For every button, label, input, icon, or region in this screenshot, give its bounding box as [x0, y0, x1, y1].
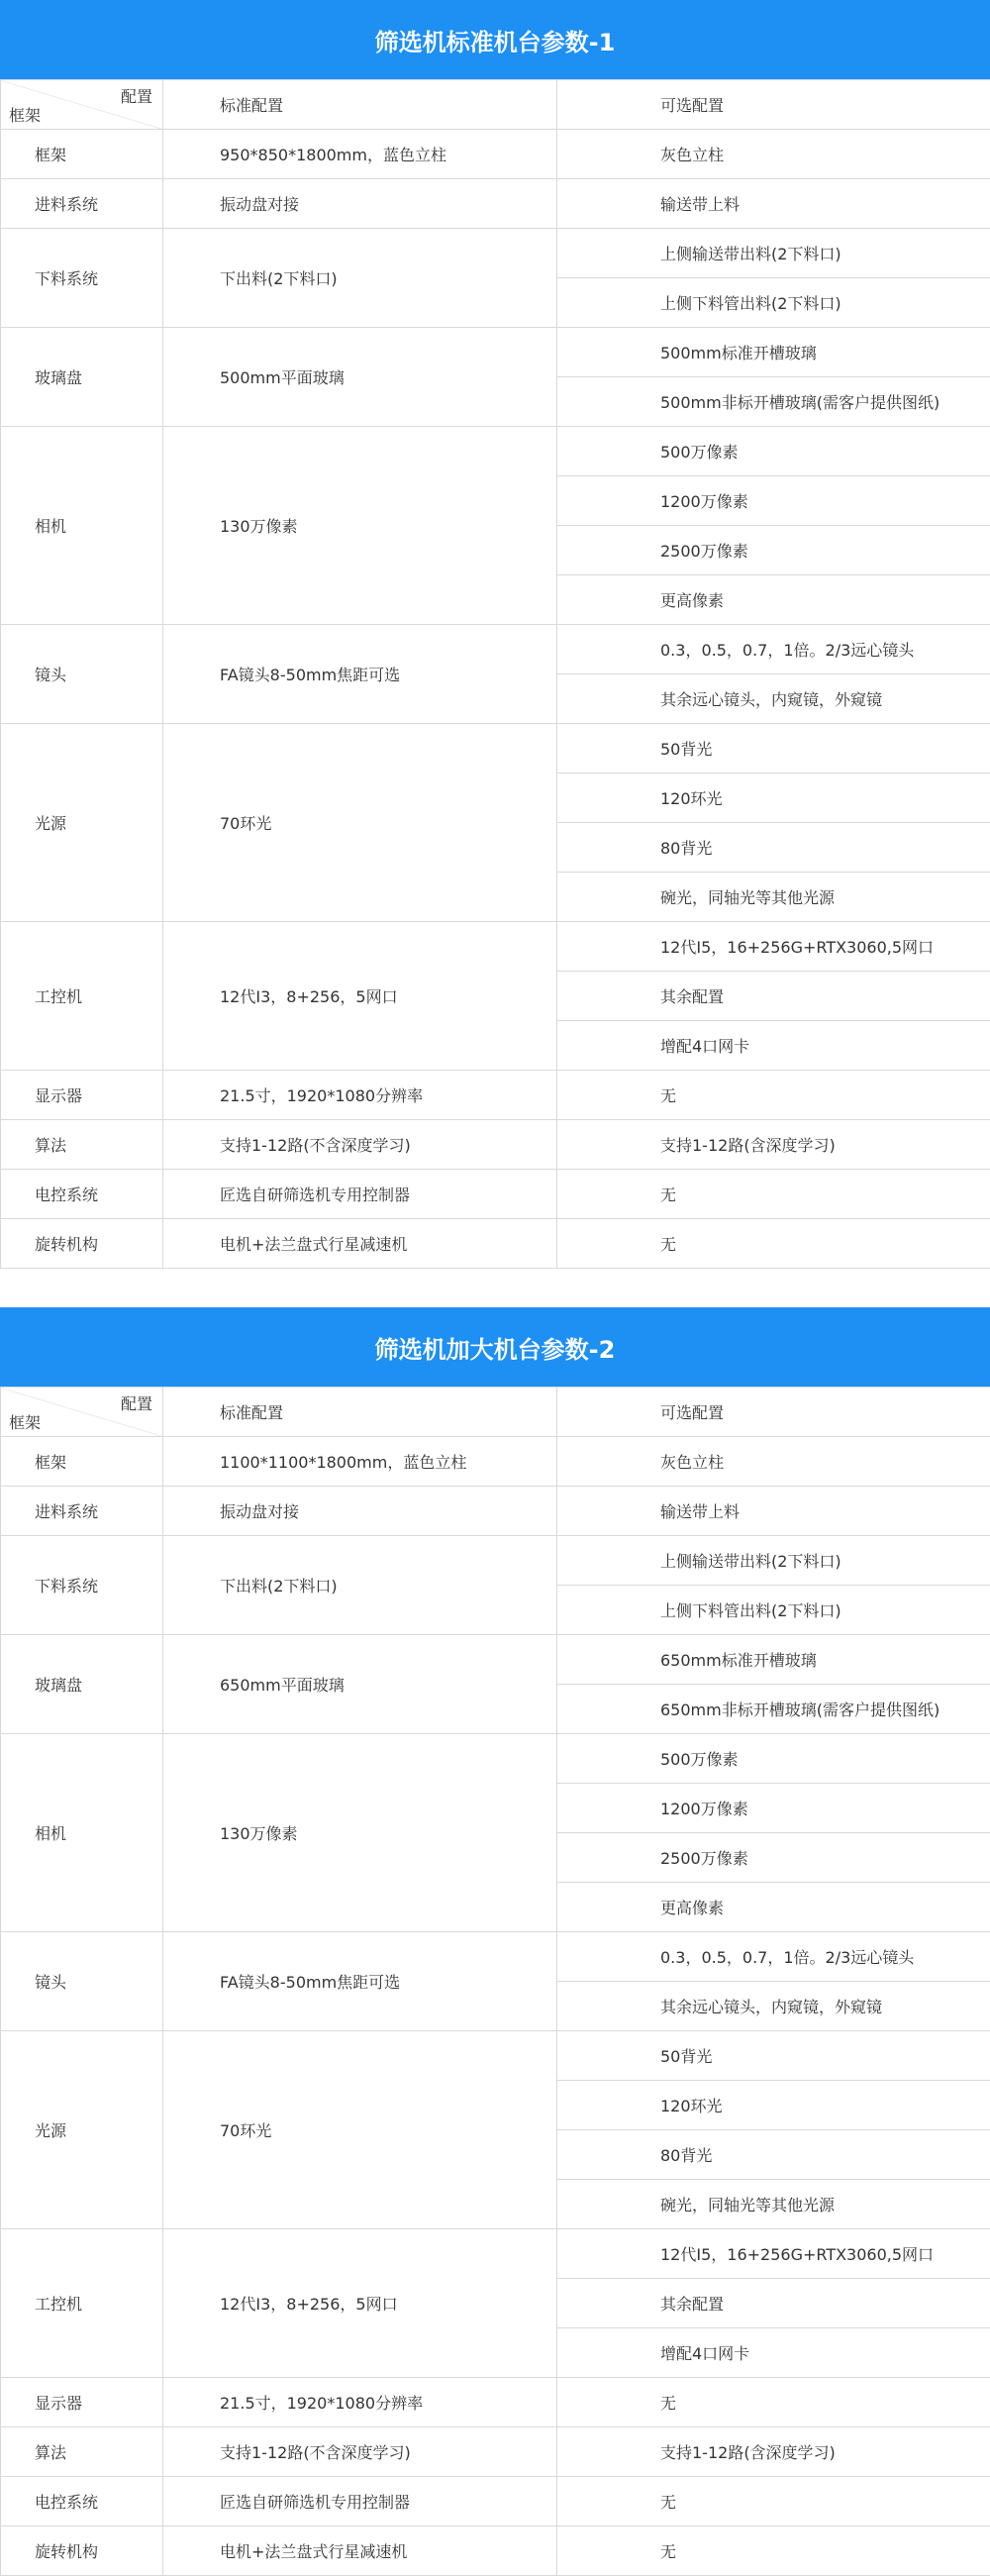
- section-title: 筛选机加大机台参数-2: [0, 1307, 990, 1387]
- row-standard-cell: 支持1-12路(不含深度学习): [163, 1120, 557, 1170]
- row-option-cell: 2500万像素: [557, 1833, 990, 1883]
- row-name-cell: 工控机: [1, 922, 163, 1071]
- row-standard-cell: 1100*1100*1800mm，蓝色立柱: [163, 1437, 557, 1487]
- header-optional-label: 可选配置: [557, 1388, 990, 1437]
- section-title: 筛选机标准机台参数-1: [0, 0, 990, 79]
- table-row: [1, 229, 990, 278]
- row-name-cell: 框架: [1, 130, 163, 179]
- row-name-cell: 下料系统: [1, 1536, 163, 1635]
- row-standard-cell: 130万像素: [163, 427, 557, 625]
- row-option-cell: 增配4口网卡: [557, 1021, 990, 1071]
- table-row: [1, 1437, 990, 1487]
- row-name-cell: 旋转机构: [1, 2526, 163, 2576]
- row-option-cell: 0.3，0.5，0.7，1倍。2/3远心镜头: [557, 1932, 990, 1982]
- row-option-cell: 无: [557, 1219, 990, 1269]
- table-row: [1, 2378, 990, 2427]
- row-option-cell: 50背光: [557, 724, 990, 773]
- row-option-cell: 无: [557, 2477, 990, 2526]
- header-diagonal-cell: [1, 80, 163, 130]
- table-row: [1, 2031, 990, 2081]
- row-name-cell: 算法: [1, 1120, 163, 1170]
- row-standard-cell: 70环光: [163, 2031, 557, 2229]
- row-name-cell: 玻璃盘: [1, 328, 163, 427]
- row-option-cell: 更高像素: [557, 1883, 990, 1932]
- row-option-cell: 其余远心镜头，内窥镜，外窥镜: [557, 1982, 990, 2031]
- row-standard-cell: 电机+法兰盘式行星减速机: [163, 2526, 557, 2576]
- row-option-cell: 其余配置: [557, 972, 990, 1021]
- row-option-cell: 12代I5，16+256G+RTX3060,5网口: [557, 922, 990, 972]
- row-option-cell: 输送带上料: [557, 1487, 990, 1536]
- header-frame-label: 框架: [9, 103, 41, 126]
- table-row: [1, 1932, 990, 1982]
- row-option-cell: 1200万像素: [557, 1784, 990, 1833]
- row-standard-cell: 12代I3，8+256，5网口: [163, 2229, 557, 2378]
- table-row: [1, 1734, 990, 1784]
- row-standard-cell: 匠选自研筛选机专用控制器: [163, 2477, 557, 2526]
- row-name-cell: 相机: [1, 1734, 163, 1932]
- row-name-cell: 电控系统: [1, 1170, 163, 1219]
- row-option-cell: 灰色立柱: [557, 130, 990, 179]
- row-option-cell: 2500万像素: [557, 526, 990, 575]
- table-row: [1, 2229, 990, 2279]
- row-option-cell: 无: [557, 2526, 990, 2576]
- table-row: [1, 1487, 990, 1536]
- row-standard-cell: 500mm平面玻璃: [163, 328, 557, 427]
- row-standard-cell: FA镜头8-50mm焦距可选: [163, 1932, 557, 2031]
- table-row: [1, 328, 990, 377]
- table-row: [1, 724, 990, 773]
- row-option-cell: 50背光: [557, 2031, 990, 2081]
- row-name-cell: 显示器: [1, 2378, 163, 2427]
- row-option-cell: 其余配置: [557, 2279, 990, 2328]
- table-row: [1, 2427, 990, 2477]
- row-option-cell: 无: [557, 1170, 990, 1219]
- header-config-label: 配置: [121, 84, 152, 107]
- table-row: [1, 625, 990, 674]
- row-option-cell: 500mm标准开槽玻璃: [557, 328, 990, 377]
- table-header-row: [1, 1388, 990, 1437]
- row-option-cell: 500万像素: [557, 1734, 990, 1784]
- row-standard-cell: 电机+法兰盘式行星减速机: [163, 1219, 557, 1269]
- row-option-cell: 更高像素: [557, 575, 990, 625]
- row-option-cell: 1200万像素: [557, 476, 990, 526]
- row-option-cell: 上侧下料管出料(2下料口): [557, 278, 990, 328]
- row-name-cell: 旋转机构: [1, 1219, 163, 1269]
- header-config-label: 配置: [121, 1391, 152, 1414]
- row-option-cell: 650mm标准开槽玻璃: [557, 1635, 990, 1685]
- row-option-cell: 120环光: [557, 2081, 990, 2130]
- spec-section-standard: [0, 0, 990, 1269]
- header-frame-label: 框架: [9, 1410, 41, 1433]
- row-name-cell: 工控机: [1, 2229, 163, 2378]
- table-row: [1, 1170, 990, 1219]
- table-row: [1, 2477, 990, 2526]
- row-option-cell: 650mm非标开槽玻璃(需客户提供图纸): [557, 1685, 990, 1734]
- row-option-cell: 支持1-12路(含深度学习): [557, 1120, 990, 1170]
- row-standard-cell: 下出料(2下料口): [163, 1536, 557, 1635]
- row-option-cell: 120环光: [557, 773, 990, 823]
- row-name-cell: 框架: [1, 1437, 163, 1487]
- row-standard-cell: 21.5寸，1920*1080分辨率: [163, 1071, 557, 1120]
- row-option-cell: 上侧输送带出料(2下料口): [557, 229, 990, 278]
- row-standard-cell: 支持1-12路(不含深度学习): [163, 2427, 557, 2477]
- row-option-cell: 500mm非标开槽玻璃(需客户提供图纸): [557, 377, 990, 427]
- table-header-row: [1, 80, 990, 130]
- row-option-cell: 无: [557, 2378, 990, 2427]
- table-row: [1, 427, 990, 476]
- row-option-cell: 80背光: [557, 2130, 990, 2180]
- header-standard-label: 标准配置: [163, 80, 557, 130]
- table-row: [1, 1120, 990, 1170]
- row-name-cell: 电控系统: [1, 2477, 163, 2526]
- header-optional-label: 可选配置: [557, 80, 990, 130]
- row-standard-cell: 70环光: [163, 724, 557, 922]
- table-row: [1, 1071, 990, 1120]
- row-standard-cell: 振动盘对接: [163, 179, 557, 229]
- row-name-cell: 进料系统: [1, 179, 163, 229]
- spec-section-enlarged: [0, 1307, 990, 2576]
- row-name-cell: 相机: [1, 427, 163, 625]
- row-option-cell: 12代I5，16+256G+RTX3060,5网口: [557, 2229, 990, 2279]
- row-name-cell: 进料系统: [1, 1487, 163, 1536]
- header-standard-label: 标准配置: [163, 1388, 557, 1437]
- table-row: [1, 1219, 990, 1269]
- spec-table-body: [1, 80, 990, 1269]
- spec-table: [0, 79, 990, 1269]
- table-row: [1, 130, 990, 179]
- row-option-cell: 0.3，0.5，0.7，1倍。2/3远心镜头: [557, 625, 990, 674]
- header-diagonal-cell: [1, 1388, 163, 1437]
- table-row: [1, 922, 990, 972]
- row-standard-cell: 130万像素: [163, 1734, 557, 1932]
- row-name-cell: 显示器: [1, 1071, 163, 1120]
- spec-table-body: [1, 1388, 990, 2576]
- row-name-cell: 算法: [1, 2427, 163, 2477]
- row-option-cell: 上侧下料管出料(2下料口): [557, 1586, 990, 1635]
- table-row: [1, 1635, 990, 1685]
- row-name-cell: 光源: [1, 2031, 163, 2229]
- table-row: [1, 1536, 990, 1586]
- row-option-cell: 支持1-12路(含深度学习): [557, 2427, 990, 2477]
- row-standard-cell: 下出料(2下料口): [163, 229, 557, 328]
- spec-table: [0, 1387, 990, 2576]
- row-option-cell: 碗光，同轴光等其他光源: [557, 873, 990, 922]
- row-option-cell: 碗光，同轴光等其他光源: [557, 2180, 990, 2229]
- row-standard-cell: 21.5寸，1920*1080分辨率: [163, 2378, 557, 2427]
- row-standard-cell: 匠选自研筛选机专用控制器: [163, 1170, 557, 1219]
- row-standard-cell: 振动盘对接: [163, 1487, 557, 1536]
- table-row: [1, 179, 990, 229]
- row-option-cell: 上侧输送带出料(2下料口): [557, 1536, 990, 1586]
- row-name-cell: 玻璃盘: [1, 1635, 163, 1734]
- row-option-cell: 其余远心镜头，内窥镜，外窥镜: [557, 674, 990, 724]
- row-option-cell: 输送带上料: [557, 179, 990, 229]
- row-standard-cell: FA镜头8-50mm焦距可选: [163, 625, 557, 724]
- row-name-cell: 镜头: [1, 1932, 163, 2031]
- row-option-cell: 80背光: [557, 823, 990, 873]
- row-standard-cell: 12代I3，8+256，5网口: [163, 922, 557, 1071]
- row-option-cell: 灰色立柱: [557, 1437, 990, 1487]
- row-option-cell: 增配4口网卡: [557, 2328, 990, 2378]
- row-option-cell: 无: [557, 1071, 990, 1120]
- row-standard-cell: 650mm平面玻璃: [163, 1635, 557, 1734]
- row-option-cell: 500万像素: [557, 427, 990, 476]
- table-row: [1, 2526, 990, 2576]
- row-name-cell: 光源: [1, 724, 163, 922]
- row-name-cell: 镜头: [1, 625, 163, 724]
- row-standard-cell: 950*850*1800mm，蓝色立柱: [163, 130, 557, 179]
- row-name-cell: 下料系统: [1, 229, 163, 328]
